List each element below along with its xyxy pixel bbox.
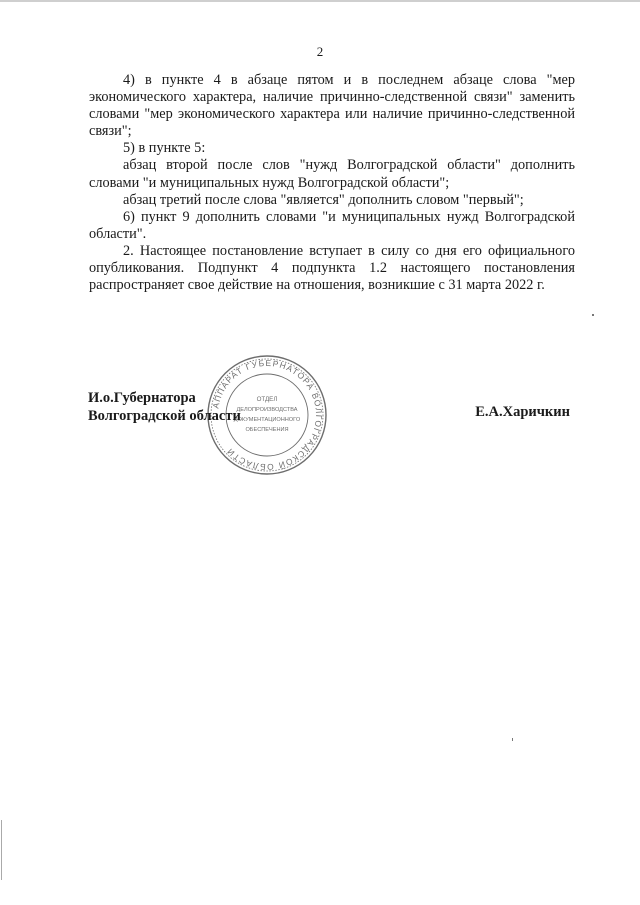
page-number: 2	[316, 44, 324, 59]
signatory-name: Е.А.Харичкин	[475, 404, 570, 420]
paragraph-item-5-abzac-2: абзац второй после слов "нужд Волгоградской области" дополнить словами "и муниципальных нужд Волгоградской области";	[89, 157, 575, 191]
svg-text:АППАРАТ ГУБЕРНАТОРА ВОЛГОГРАДС: АППАРАТ ГУБЕРНАТОРА ВОЛГОГРАДСКОЙ ОБЛАСТИ	[210, 357, 325, 473]
document-body	[89, 72, 575, 294]
scan-speck	[592, 314, 594, 316]
paragraph-item-6: 6) пункт 9 дополнить словами "и муниципальных нужд Волгоградской области".	[89, 208, 575, 242]
scan-speck	[1, 820, 2, 880]
paragraph-item-5-abzac-3: абзац третий после слова "является" дополнить словом "первый";	[123, 191, 524, 208]
paragraph-item-4: 4) в пункте 4 в абзаце пятом и в последнем абзаце слова "мер экономического характера, наличие причинно-следственной связи" заменить словами "мер экономического характера или наличие причинно-следственной связи";	[89, 72, 575, 140]
svg-text:ОБЕСПЕЧЕНИЯ: ОБЕСПЕЧЕНИЯ	[245, 427, 289, 433]
signatory-position-line2: Волгоградской области	[88, 408, 241, 424]
scan-top-edge	[0, 0, 640, 2]
svg-text:ДОКУМЕНТАЦИОННОГО: ДОКУМЕНТАЦИОННОГО	[233, 417, 301, 423]
paragraph-section-2: 2. Настоящее постановление вступает в силу со дня его официального опубликования. Подпункт 4 подпункта 1.2 настоящего постановления распространяет свое действие на отношения, возникшие с 31 марта 2022 г.	[89, 242, 575, 294]
svg-text:ОТДЕЛ: ОТДЕЛ	[256, 396, 278, 403]
svg-text:ДЕЛОПРОИЗВОДСТВА: ДЕЛОПРОИЗВОДСТВА	[236, 407, 298, 413]
signatory-position	[88, 389, 241, 425]
scan-speck	[512, 738, 513, 741]
signatory-position-line1: И.о.Губернатора	[88, 390, 196, 406]
paragraph-item-5: 5) в пункте 5:	[123, 140, 206, 157]
